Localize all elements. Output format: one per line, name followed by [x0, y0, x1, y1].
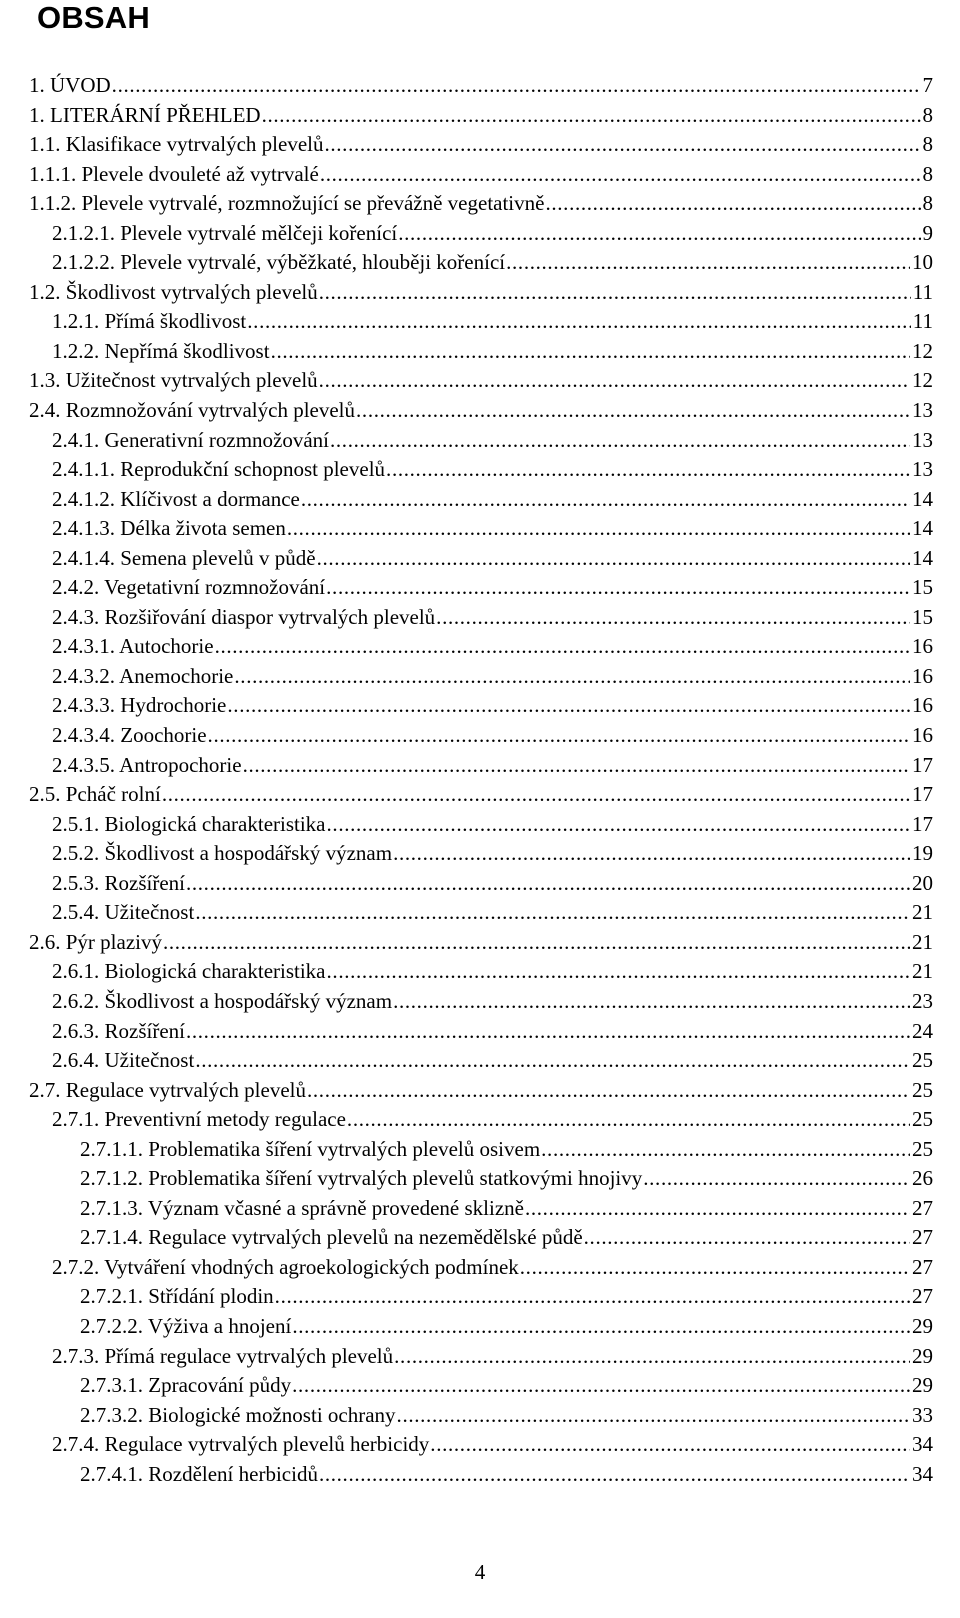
- toc-dot-leader: [247, 307, 911, 337]
- toc-entry[interactable]: [0, 780, 960, 810]
- page-title: OBSAH: [37, 0, 150, 35]
- toc-entry-page: 23: [912, 988, 933, 1013]
- toc-entry-page: 8: [922, 191, 933, 216]
- toc-entry[interactable]: [0, 485, 960, 515]
- toc-entry-page: 27: [912, 1254, 933, 1279]
- toc-dot-leader: [243, 751, 910, 781]
- toc-entry-page: 27: [912, 1284, 933, 1309]
- toc-entry-page: 12: [912, 368, 933, 393]
- table-of-contents: [0, 71, 960, 1489]
- toc-entry[interactable]: [0, 396, 960, 426]
- toc-entry-page: 13: [912, 457, 933, 482]
- toc-entry-label: 2.4.1.3. Délka života semen: [52, 516, 286, 541]
- toc-entry-label: 1.2. Škodlivost vytrvalých plevelů: [29, 279, 318, 304]
- toc-entry-page: 27: [912, 1225, 933, 1250]
- toc-entry-label: 1.1.2. Plevele vytrvalé, rozmnožující se převážně vegetativně: [29, 191, 545, 216]
- toc-entry-page: 17: [912, 782, 933, 807]
- toc-entry[interactable]: [0, 366, 960, 396]
- toc-entry-page: 34: [912, 1461, 933, 1486]
- toc-entry[interactable]: [0, 573, 960, 603]
- toc-entry[interactable]: [0, 1342, 960, 1372]
- toc-dot-leader: [356, 396, 910, 426]
- toc-dot-leader: [307, 1076, 910, 1106]
- toc-entry-label: 2.5.4. Užitečnost: [52, 900, 195, 925]
- toc-entry-page: 13: [912, 398, 933, 423]
- toc-entry-label: 2.7.3. Přímá regulace vytrvalých plevelů: [52, 1343, 394, 1368]
- toc-dot-leader: [319, 366, 910, 396]
- toc-dot-leader: [436, 603, 910, 633]
- toc-entry[interactable]: [0, 1371, 960, 1401]
- toc-entry-label: 1.2.2. Nepřímá škodlivost: [52, 338, 270, 363]
- toc-dot-leader: [506, 248, 910, 278]
- toc-entry-label: 2.7.4. Regulace vytrvalých plevelů herbicidy: [52, 1432, 430, 1457]
- toc-entry[interactable]: [0, 1282, 960, 1312]
- toc-entry-label: 2.7.4.1. Rozdělení herbicidů: [80, 1461, 318, 1486]
- toc-entry-page: 26: [912, 1166, 933, 1191]
- toc-entry-page: 16: [912, 693, 933, 718]
- toc-dot-leader: [643, 1164, 910, 1194]
- toc-dot-leader: [324, 130, 920, 160]
- toc-entry-label: 2.7. Regulace vytrvalých plevelů: [29, 1077, 306, 1102]
- toc-entry[interactable]: [0, 810, 960, 840]
- toc-entry[interactable]: [0, 455, 960, 485]
- toc-entry-page: 25: [912, 1077, 933, 1102]
- toc-dot-leader: [215, 632, 910, 662]
- toc-entry[interactable]: [0, 898, 960, 928]
- toc-dot-leader: [397, 1401, 910, 1431]
- toc-entry-page: 11: [912, 279, 933, 304]
- toc-entry[interactable]: [0, 1460, 960, 1490]
- toc-dot-leader: [227, 691, 910, 721]
- toc-entry-page: 9: [922, 220, 933, 245]
- toc-entry[interactable]: [0, 130, 960, 160]
- toc-dot-leader: [398, 219, 920, 249]
- toc-entry-label: 2.4.1.1. Reprodukční schopnost plevelů: [52, 457, 386, 482]
- toc-entry[interactable]: [0, 1223, 960, 1253]
- toc-dot-leader: [186, 869, 910, 899]
- toc-entry-page: 34: [912, 1432, 933, 1457]
- toc-entry[interactable]: [0, 544, 960, 574]
- toc-entry-label: 2.4.3.2. Anemochorie: [52, 663, 234, 688]
- toc-entry[interactable]: [0, 1194, 960, 1224]
- toc-dot-leader: [208, 721, 910, 751]
- toc-dot-leader: [327, 957, 910, 987]
- toc-entry[interactable]: [0, 662, 960, 692]
- toc-entry[interactable]: [0, 1312, 960, 1342]
- toc-dot-leader: [262, 101, 921, 131]
- toc-dot-leader: [327, 810, 910, 840]
- toc-entry-label: 2.5.2. Škodlivost a hospodářský význam: [52, 841, 393, 866]
- toc-entry[interactable]: [0, 928, 960, 958]
- toc-dot-leader: [347, 1105, 910, 1135]
- toc-entry-label: 2.5. Pcháč rolní: [29, 782, 161, 807]
- toc-entry-label: 2.7.1.3. Význam včasné a správně provedené sklizně: [80, 1195, 524, 1220]
- toc-entry-label: 2.6.3. Rozšíření: [52, 1018, 185, 1043]
- toc-entry[interactable]: [0, 1401, 960, 1431]
- toc-entry-label: 2.1.2.2. Plevele vytrvalé, výběžkaté, hlouběji kořenící: [52, 250, 506, 275]
- toc-entry[interactable]: [0, 1253, 960, 1283]
- toc-dot-leader: [584, 1223, 910, 1253]
- toc-entry[interactable]: [0, 1164, 960, 1194]
- toc-entry[interactable]: [0, 751, 960, 781]
- toc-entry-page: 29: [912, 1313, 933, 1338]
- toc-entry-page: 16: [912, 634, 933, 659]
- toc-entry-label: 2.7.1. Preventivní metody regulace: [52, 1107, 346, 1132]
- toc-entry-page: 25: [912, 1107, 933, 1132]
- toc-dot-leader: [330, 426, 910, 456]
- toc-entry[interactable]: [0, 337, 960, 367]
- toc-entry-label: 2.4.1.4. Semena plevelů v půdě: [52, 545, 316, 570]
- toc-entry[interactable]: [0, 278, 960, 308]
- toc-entry-label: 2.4.1. Generativní rozmnožování: [52, 427, 329, 452]
- toc-dot-leader: [317, 544, 910, 574]
- toc-entry[interactable]: [0, 721, 960, 751]
- toc-dot-leader: [394, 1342, 910, 1372]
- toc-entry[interactable]: [0, 839, 960, 869]
- toc-dot-leader: [393, 839, 910, 869]
- toc-entry-label: 2.4.3.1. Autochorie: [52, 634, 214, 659]
- toc-dot-leader: [163, 928, 910, 958]
- toc-dot-leader: [195, 1046, 910, 1076]
- toc-entry-label: 2.7.3.1. Zpracování půdy: [80, 1373, 292, 1398]
- toc-entry-label: 2.4.3.3. Hydrochorie: [52, 693, 227, 718]
- toc-entry-label: 1.2.1. Přímá škodlivost: [52, 309, 247, 334]
- toc-entry[interactable]: [0, 1135, 960, 1165]
- toc-entry[interactable]: [0, 632, 960, 662]
- toc-dot-leader: [186, 1017, 910, 1047]
- toc-dot-leader: [275, 1282, 910, 1312]
- toc-entry-page: 20: [912, 870, 933, 895]
- toc-dot-leader: [271, 337, 910, 367]
- toc-entry[interactable]: [0, 1430, 960, 1460]
- toc-dot-leader: [301, 485, 910, 515]
- toc-dot-leader: [320, 160, 921, 190]
- toc-entry[interactable]: [0, 248, 960, 278]
- toc-entry-label: 2.6.4. Užitečnost: [52, 1048, 195, 1073]
- toc-dot-leader: [195, 898, 910, 928]
- toc-entry-label: 2.5.1. Biologická charakteristika: [52, 811, 326, 836]
- toc-entry-page: 7: [922, 73, 933, 97]
- toc-entry-label: 1.1. Klasifikace vytrvalých plevelů: [29, 132, 324, 157]
- toc-entry-label: 2.7.3.2. Biologické možnosti ochrany: [80, 1402, 396, 1427]
- toc-entry-label: 2.6. Pýr plazivý: [29, 929, 162, 954]
- toc-dot-leader: [292, 1312, 910, 1342]
- toc-entry-page: 24: [912, 1018, 933, 1043]
- toc-entry-label: 2.7.1.2. Problematika šíření vytrvalých plevelů statkovými hnojivy: [80, 1166, 643, 1191]
- toc-entry-page: 15: [912, 575, 933, 600]
- toc-dot-leader: [541, 1135, 910, 1165]
- toc-dot-leader: [162, 780, 910, 810]
- toc-entry-label: 2.7.1.1. Problematika šíření vytrvalých plevelů osivem: [80, 1136, 541, 1161]
- toc-entry[interactable]: [0, 219, 960, 249]
- toc-entry-page: 8: [922, 161, 933, 186]
- toc-entry-page: 33: [912, 1402, 933, 1427]
- toc-dot-leader: [520, 1253, 910, 1283]
- toc-entry-label: 1. ÚVOD: [29, 73, 111, 97]
- toc-dot-leader: [319, 1460, 910, 1490]
- toc-entry-page: 21: [912, 900, 933, 925]
- toc-entry[interactable]: [0, 1105, 960, 1135]
- toc-entry[interactable]: [0, 514, 960, 544]
- toc-entry[interactable]: [0, 307, 960, 337]
- toc-entry-page: 16: [912, 663, 933, 688]
- toc-dot-leader: [319, 278, 911, 308]
- toc-entry[interactable]: [0, 101, 960, 131]
- toc-entry-page: 21: [912, 929, 933, 954]
- toc-dot-leader: [234, 662, 910, 692]
- toc-entry-label: 2.4.3.4. Zoochorie: [52, 723, 207, 748]
- toc-dot-leader: [525, 1194, 910, 1224]
- toc-entry-label: 2.4.2. Vegetativní rozmnožování: [52, 575, 326, 600]
- toc-entry[interactable]: [0, 869, 960, 899]
- toc-entry-page: 10: [912, 250, 933, 275]
- toc-entry-page: 8: [922, 102, 933, 127]
- toc-entry[interactable]: [0, 691, 960, 721]
- toc-entry-page: 12: [912, 338, 933, 363]
- toc-entry-label: 2.7.1.4. Regulace vytrvalých plevelů na nezemědělské půdě: [80, 1225, 583, 1250]
- toc-entry-label: 2.7.2.1. Střídání plodin: [80, 1284, 274, 1309]
- toc-entry-page: 16: [912, 723, 933, 748]
- toc-entry[interactable]: [0, 1076, 960, 1106]
- toc-entry-label: 1. LITERÁRNÍ PŘEHLED: [29, 102, 261, 127]
- toc-entry[interactable]: [0, 71, 960, 101]
- toc-entry-label: 2.1.2.1. Plevele vytrvalé mělčeji kořenící: [52, 220, 398, 245]
- page-number: 4: [474, 1560, 486, 1584]
- toc-entry-page: 11: [912, 309, 933, 334]
- toc-entry-label: 1.3. Užitečnost vytrvalých plevelů: [29, 368, 318, 393]
- toc-entry-page: 25: [912, 1136, 933, 1161]
- toc-dot-leader: [287, 514, 910, 544]
- toc-entry[interactable]: [0, 160, 960, 190]
- toc-dot-leader: [430, 1430, 910, 1460]
- toc-entry[interactable]: [0, 603, 960, 633]
- toc-entry-page: 13: [912, 427, 933, 452]
- toc-entry-page: 21: [912, 959, 933, 984]
- toc-dot-leader: [545, 189, 920, 219]
- toc-entry[interactable]: [0, 1017, 960, 1047]
- toc-dot-leader: [326, 573, 910, 603]
- toc-entry-label: 2.6.1. Biologická charakteristika: [52, 959, 326, 984]
- toc-dot-leader: [393, 987, 910, 1017]
- toc-entry-page: 25: [912, 1048, 933, 1073]
- toc-entry-page: 27: [912, 1195, 933, 1220]
- toc-entry-label: 1.1.1. Plevele dvouleté až vytrvalé: [29, 161, 319, 186]
- toc-entry-page: 8: [922, 132, 933, 157]
- toc-entry-label: 2.4. Rozmnožování vytrvalých plevelů: [29, 398, 356, 423]
- toc-dot-leader: [112, 71, 921, 101]
- toc-entry-page: 17: [912, 811, 933, 836]
- toc-entry-label: 2.5.3. Rozšíření: [52, 870, 185, 895]
- toc-entry[interactable]: [0, 189, 960, 219]
- toc-entry[interactable]: [0, 957, 960, 987]
- toc-entry-page: 15: [912, 604, 933, 629]
- toc-entry-page: 14: [912, 516, 933, 541]
- toc-dot-leader: [292, 1371, 910, 1401]
- toc-entry-label: 2.4.3.5. Antropochorie: [52, 752, 242, 777]
- toc-entry-label: 2.4.1.2. Klíčivost a dormance: [52, 486, 300, 511]
- toc-entry[interactable]: [0, 1046, 960, 1076]
- toc-entry[interactable]: [0, 426, 960, 456]
- toc-entry-page: 14: [912, 486, 933, 511]
- toc-entry-label: 2.6.2. Škodlivost a hospodářský význam: [52, 988, 393, 1013]
- toc-entry-page: 17: [912, 752, 933, 777]
- toc-entry-page: 19: [912, 841, 933, 866]
- toc-entry-label: 2.7.2.2. Výživa a hnojení: [80, 1313, 292, 1338]
- toc-dot-leader: [386, 455, 910, 485]
- toc-entry-page: 14: [912, 545, 933, 570]
- toc-entry-label: 2.7.2. Vytváření vhodných agroekologických podmínek: [52, 1254, 519, 1279]
- toc-entry[interactable]: [0, 987, 960, 1017]
- toc-entry-page: 29: [912, 1343, 933, 1368]
- toc-entry-label: 2.4.3. Rozšiřování diaspor vytrvalých plevelů: [52, 604, 436, 629]
- toc-entry-page: 29: [912, 1373, 933, 1398]
